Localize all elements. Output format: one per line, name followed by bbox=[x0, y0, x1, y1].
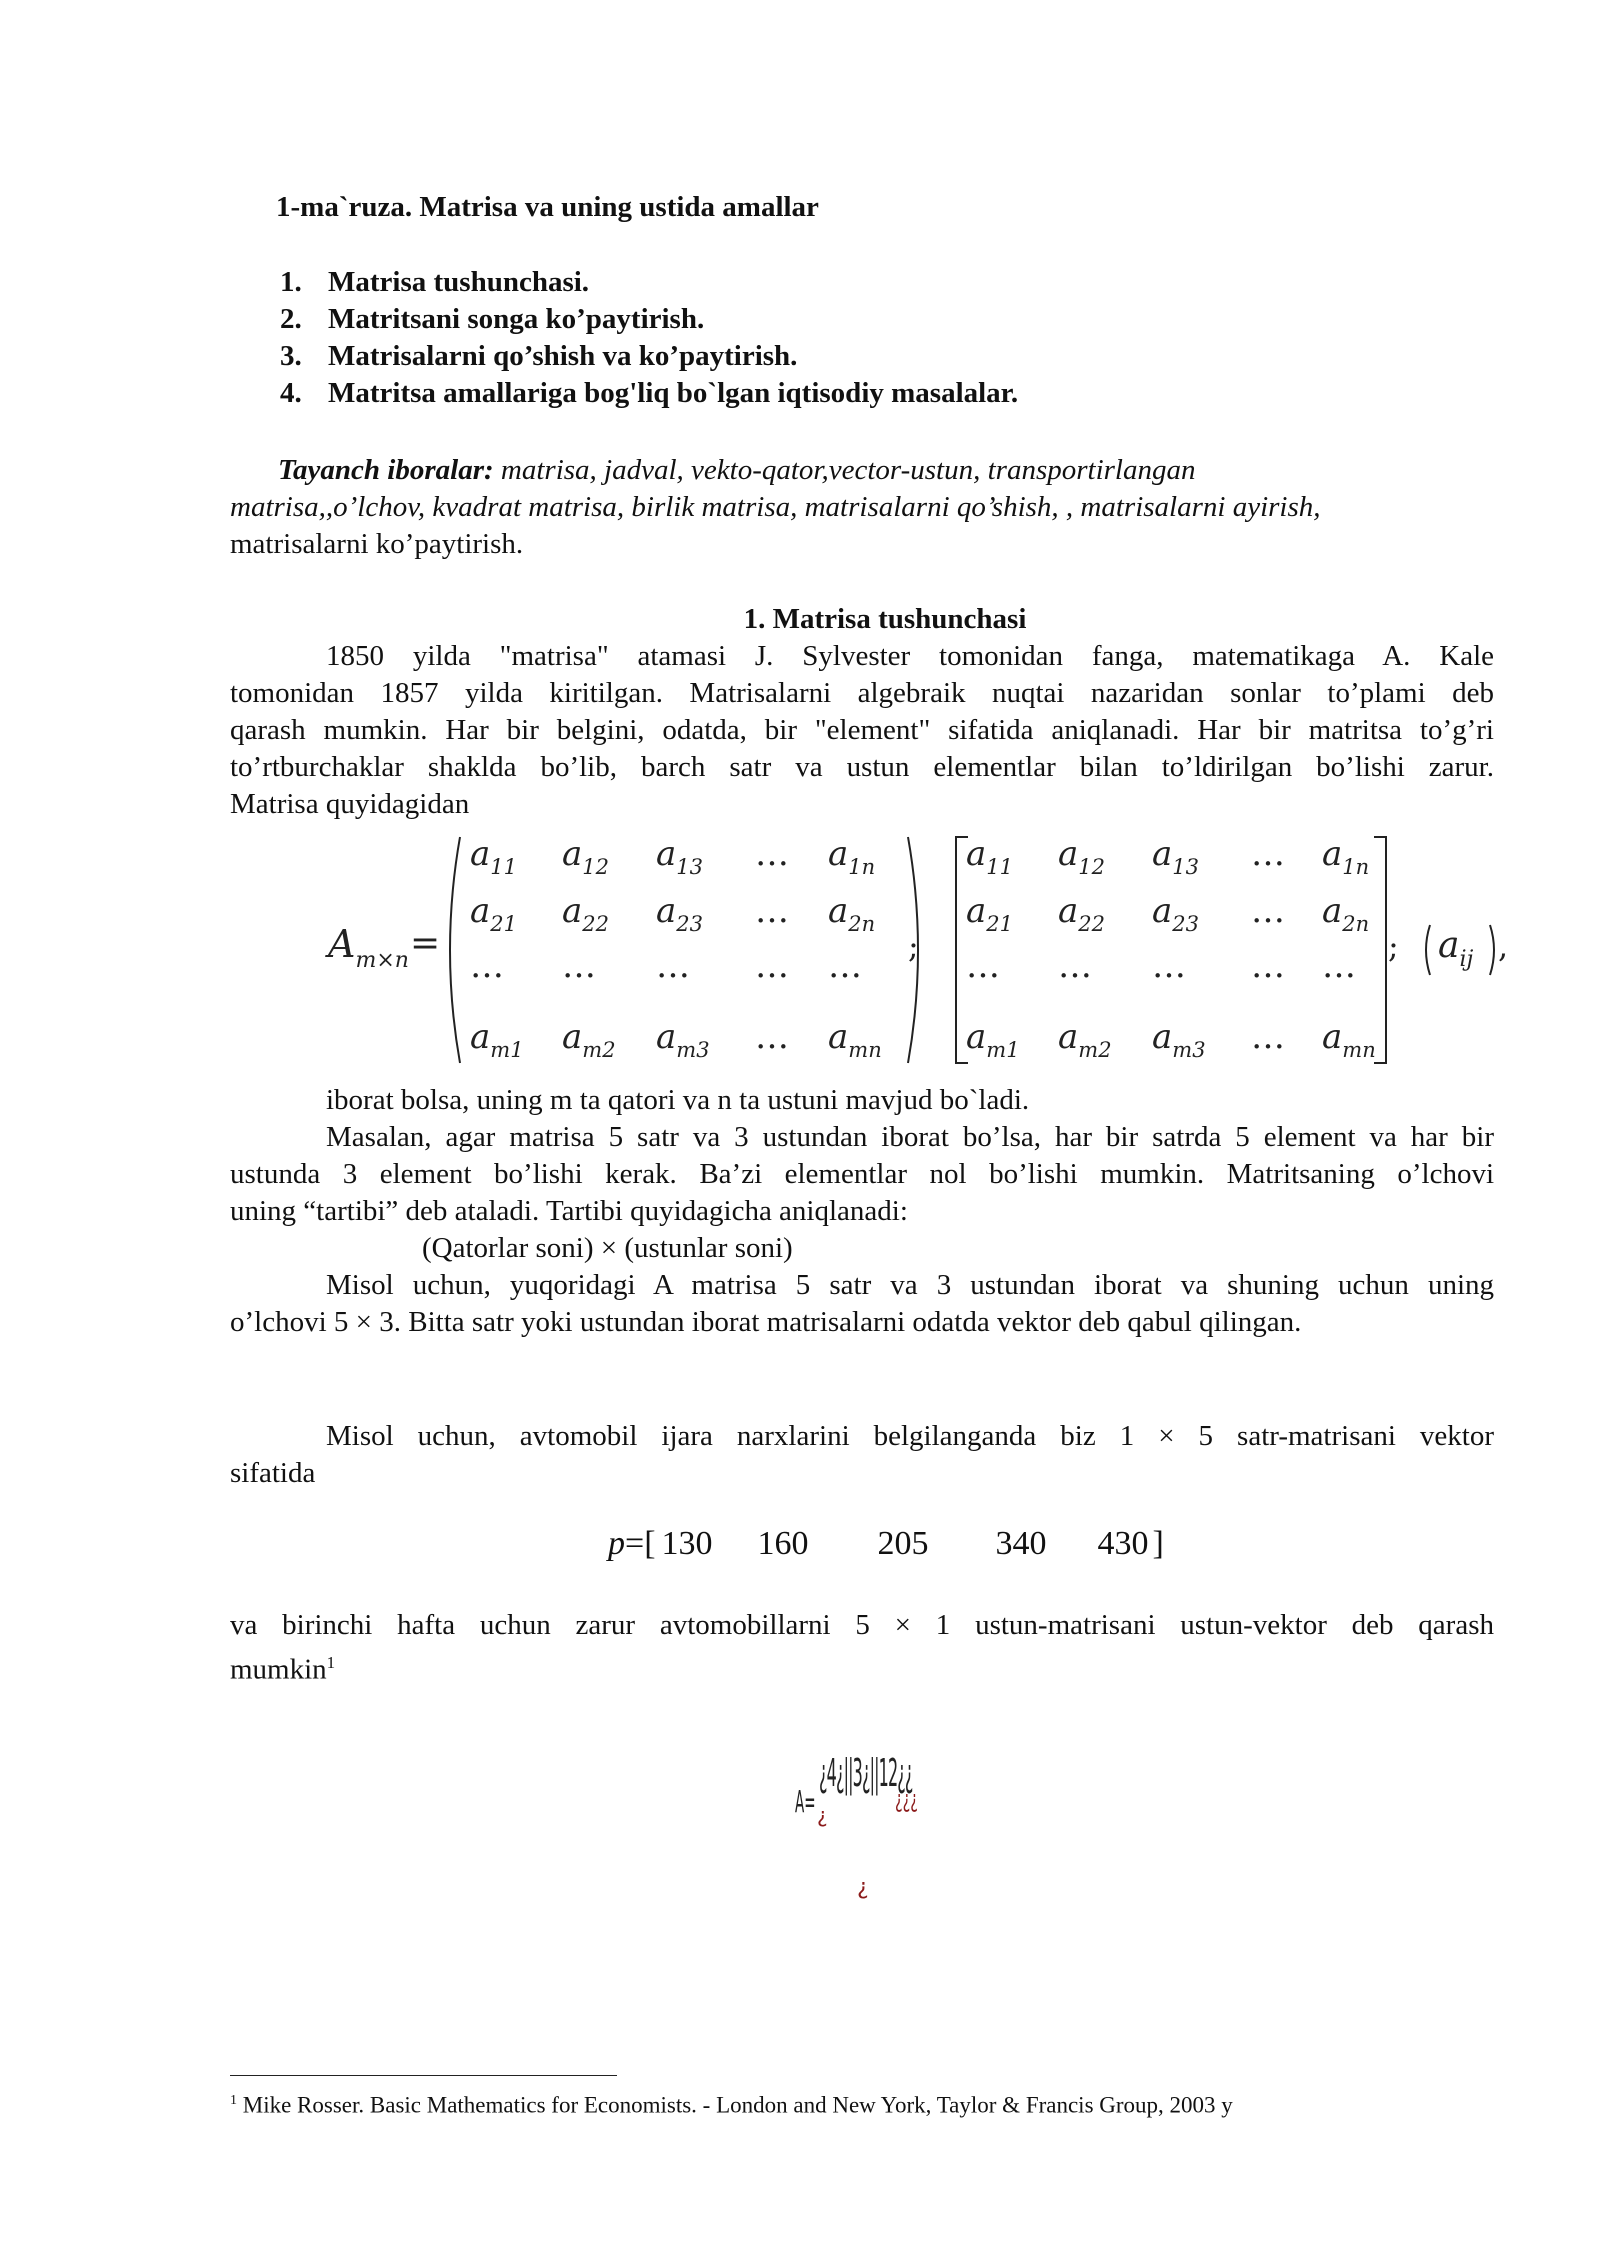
matrix-element: $a_{m1}$ bbox=[966, 1017, 1020, 1062]
paragraph-line: iborat bolsa, uning m ta qatori va n ta ustuni mavjud bo`ladi. bbox=[326, 1084, 1030, 1116]
matrix-element: $a_{m1}$ bbox=[470, 1017, 524, 1062]
matrix-element: $a_{23}$ bbox=[656, 891, 704, 936]
matrix-element: $a_{21}$ bbox=[966, 891, 1014, 936]
matrix-element: … bbox=[966, 946, 1000, 986]
paragraph-line: Misol uchun, yuqoridagi A matrisa 5 satr va 3 ustundan iborat va shuning uchun uning bbox=[326, 1269, 1494, 1301]
keywords-line: matrisalarni ko’paytirish. bbox=[230, 528, 524, 560]
keywords-line: matrisa,,o’lchov, kvadrat matrisa, birlik matrisa, matrisalarni qo’shish, , matrisalarni ayirish, bbox=[230, 491, 1321, 523]
matrix-element: … bbox=[1152, 946, 1186, 986]
matrix-element: $a_{2n}$ bbox=[1322, 891, 1370, 936]
matrix-element: $a_{13}$ bbox=[656, 834, 704, 879]
order-formula: (Qatorlar soni) × (ustunlar soni) bbox=[422, 1232, 793, 1264]
matrix-element: … bbox=[1251, 946, 1285, 986]
separator: ; bbox=[1388, 927, 1399, 965]
paragraph-line: uning “tartibi” deb ataladi. Tartibi quyidagicha aniqlanadi: bbox=[230, 1195, 908, 1227]
elem-right-paren bbox=[1490, 925, 1494, 975]
plan-item: 2. Matritsani songa ko’paytirish. bbox=[280, 303, 705, 335]
paragraph-line: mumkin$^1$ bbox=[230, 1653, 336, 1686]
matrix-element: … bbox=[828, 946, 862, 986]
matrix-paren-body bbox=[470, 834, 882, 1062]
matrix-element: … bbox=[470, 946, 504, 986]
broken-eq-tail: ¿¿¿ bbox=[895, 1785, 918, 1813]
keywords-line: Tayanch iboralar: matrisa, jadval, vekto-qator,vector-ustun, transportirlangan bbox=[278, 454, 1196, 486]
row-vector bbox=[608, 1522, 1164, 1566]
elem-aij: $a_{ij}$ bbox=[1438, 925, 1474, 972]
matrix-element: … bbox=[1251, 834, 1285, 874]
matrix-element: … bbox=[1251, 1017, 1285, 1057]
matrix-element: … bbox=[562, 946, 596, 986]
vector-value: 130 bbox=[661, 1525, 713, 1562]
broken-eq-bottom: ¿ bbox=[857, 1875, 869, 1900]
matrix-element: $a_{1n}$ bbox=[828, 834, 876, 879]
footnote-ref: 1 bbox=[326, 1653, 336, 1672]
footnote bbox=[230, 2086, 1233, 2121]
paragraph-line: to’rtburchaklar shaklda bo’lib, barch satr va ustun elementlar bilan to’ldirilgan bo’lishi zarur. bbox=[230, 751, 1494, 783]
paragraph-line: 1850 yilda "matrisa" atamasi J. Sylvester tomonidan fanga, matematikaga A. Kale bbox=[326, 640, 1494, 672]
vector-left-bracket: [ bbox=[644, 1525, 656, 1562]
matrix-element: $a_{m2}$ bbox=[562, 1017, 616, 1062]
matrix-element: … bbox=[755, 946, 789, 986]
matrix-element: $a_{2n}$ bbox=[828, 891, 876, 936]
vector-eq: = bbox=[625, 1525, 645, 1562]
matrix-element: … bbox=[755, 834, 789, 874]
matrix-element: $a_{22}$ bbox=[1058, 891, 1106, 936]
plan-item: 4. Matritsa amallariga bog'liq bo`lgan iqtisodiy masalalar. bbox=[280, 377, 1019, 409]
paragraph-line: Misol uchun, avtomobil ijara narxlarini belgilanganda biz 1 × 5 satr-matrisani vektor bbox=[326, 1420, 1494, 1452]
right-square-bracket bbox=[1374, 837, 1386, 1063]
matrix-element: … bbox=[1251, 891, 1285, 931]
vector-right-bracket: ] bbox=[1152, 1525, 1164, 1562]
broken-column-vector bbox=[795, 1745, 935, 1925]
matrix-element: $a_{11}$ bbox=[966, 834, 1014, 879]
matrix-lhs: $A_{m\times n}$ bbox=[328, 922, 409, 973]
broken-eq-prefix: A= bbox=[795, 1785, 816, 1820]
matrix-element: $a_{23}$ bbox=[1152, 891, 1200, 936]
matrix-element: $a_{21}$ bbox=[470, 891, 518, 936]
plan-item: 1. Matrisa tushunchasi. bbox=[280, 266, 590, 298]
matrix-element: … bbox=[755, 1017, 789, 1057]
vector-value: 340 bbox=[995, 1525, 1047, 1562]
paragraph-line: o’lchovi 5 × 3. Bitta satr yoki ustundan iborat matrisalarni odatda vektor deb qabul qilingan. bbox=[230, 1306, 1302, 1338]
elem-left-paren bbox=[1426, 925, 1430, 975]
vector-value: 160 bbox=[757, 1525, 809, 1562]
paragraph-line: va birinchi hafta uchun zarur avtomobillarni 5 × 1 ustun-matrisani ustun-vektor deb qarash bbox=[230, 1609, 1494, 1641]
matrix-element: $a_{12}$ bbox=[1058, 834, 1106, 879]
matrix-element: $a_{mn}$ bbox=[828, 1017, 882, 1062]
footnote-separator bbox=[230, 2075, 617, 2076]
vector-lhs: p bbox=[608, 1525, 625, 1562]
matrix-element: … bbox=[1322, 946, 1356, 986]
paragraph-line: tomonidan 1857 yilda kiritilgan. Matrisalarni algebraik nuqtai nazaridan sonlar to’plami deb bbox=[230, 677, 1494, 709]
matrix-element: $a_{13}$ bbox=[1152, 834, 1200, 879]
matrix-element: $a_{m3}$ bbox=[656, 1017, 710, 1062]
matrix-element: $a_{1n}$ bbox=[1322, 834, 1370, 879]
matrix-element: … bbox=[656, 946, 690, 986]
matrix-element: … bbox=[1058, 946, 1092, 986]
matrix-element: $a_{11}$ bbox=[470, 834, 518, 879]
paragraph-line: Matrisa quyidagidan bbox=[230, 788, 470, 820]
paragraph-line: Masalan, agar matrisa 5 satr va 3 ustundan iborat bo’lsa, har bir satrda 5 element va har bir bbox=[326, 1121, 1494, 1153]
vector-value: 430 bbox=[1097, 1525, 1149, 1562]
paragraph-line: qarash mumkin. Har bir belgini, odatda, bir "element" sifatida aniqlanadi. Har bir matritsa to’g’ri bbox=[230, 714, 1494, 746]
left-paren bbox=[450, 837, 460, 1063]
matrix-element: $a_{12}$ bbox=[562, 834, 610, 879]
separator: ; bbox=[908, 927, 919, 965]
matrix-square-body bbox=[966, 834, 1376, 1062]
paragraph-line: sifatida bbox=[230, 1457, 316, 1489]
plan-item: 3. Matrisalarni qo’shish va ko’paytirish. bbox=[280, 340, 798, 372]
page-title: 1-ma`ruza. Matrisa va uning ustida amallar bbox=[276, 191, 819, 223]
matrix-formula bbox=[300, 825, 1520, 1075]
matrix-element: $a_{mn}$ bbox=[1322, 1017, 1376, 1062]
section-heading: 1. Matrisa tushunchasi bbox=[743, 603, 1027, 635]
vector-value: 205 bbox=[877, 1525, 929, 1562]
equals-sign: = bbox=[410, 923, 441, 964]
keywords-label: Tayanch iboralar: bbox=[278, 454, 494, 486]
broken-eq-dots: ¿ bbox=[817, 1803, 828, 1827]
trailing-comma: , bbox=[1498, 927, 1509, 965]
paragraph-line: ustunda 3 element bo’lishi kerak. Ba’zi elementlar nol bo’lishi mumkin. Matritsaning o’lchovi bbox=[230, 1158, 1494, 1190]
footnote-number: 1 bbox=[230, 2093, 237, 2108]
broken-eq-top: ¿4¿||3¿||12¿¿ bbox=[819, 1751, 913, 1795]
footnote-text: Mike Rosser. Basic Mathematics for Economists. - London and New York, Taylor & Francis Group, 2003 y bbox=[237, 2092, 1233, 2118]
matrix-element: … bbox=[755, 891, 789, 931]
matrix-element: $a_{m3}$ bbox=[1152, 1017, 1206, 1062]
matrix-element: $a_{m2}$ bbox=[1058, 1017, 1112, 1062]
matrix-element: $a_{22}$ bbox=[562, 891, 610, 936]
